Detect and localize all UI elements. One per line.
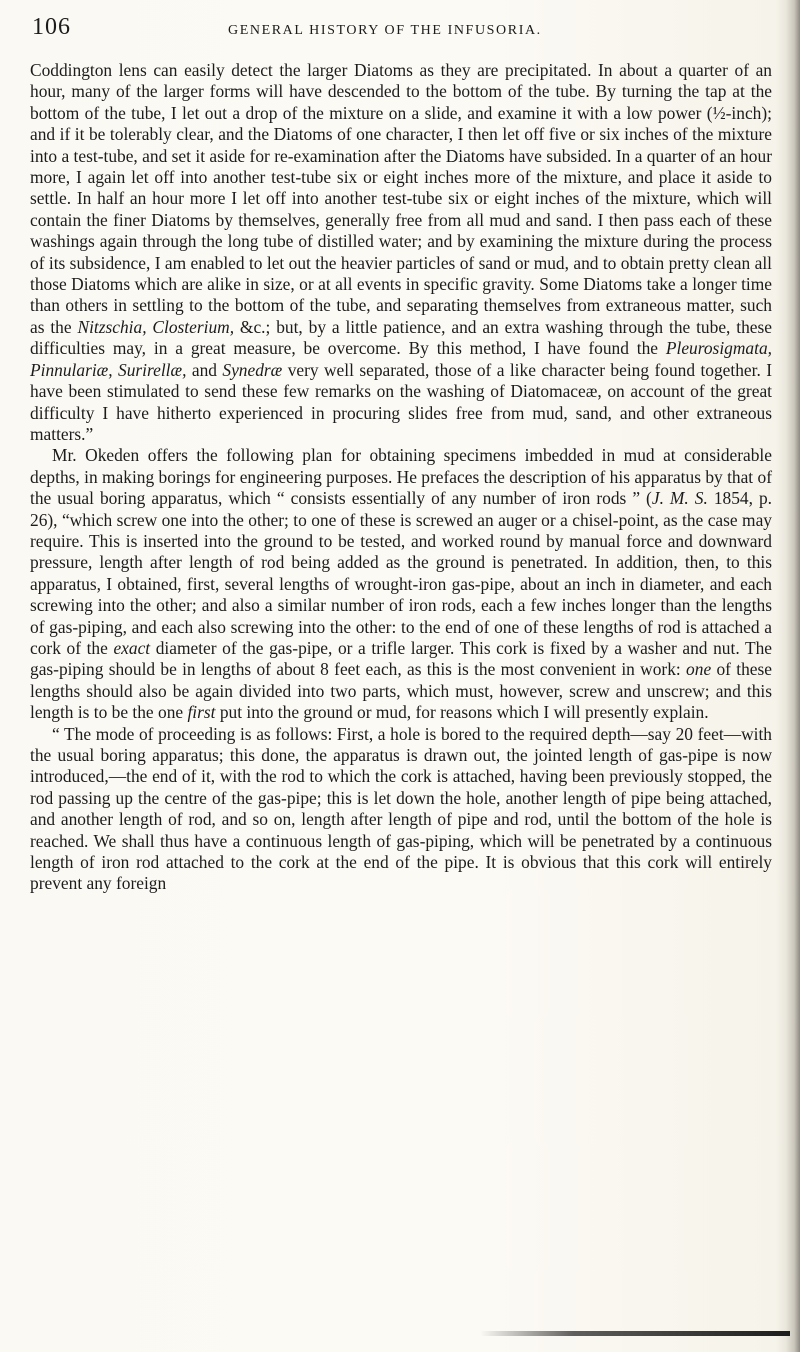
text-run: of these lengths should also be again divided into two parts, which must, however, screw and unscrew; and this length is to be the one bbox=[30, 659, 772, 723]
text-run: put into the ground or mud, for reasons which I will presently explain. bbox=[215, 702, 709, 723]
body-text bbox=[30, 60, 772, 895]
text-run: and bbox=[186, 359, 223, 380]
italic-text: Synedræ bbox=[222, 359, 283, 380]
page-header bbox=[30, 14, 770, 46]
italic-text: Nitzschia, Closterium, bbox=[77, 316, 235, 337]
text-run: “ The mode of proceeding is as follows: First, a hole is bored to the required depth—say 20 feet—with the usual boring apparatus; this done, the apparatus is drawn out, the jointed length of gas-pipe is now introduced,—the end of it, with the rod to which the cork is attached, having been previously stopped, the rod passing up the centre of the gas-pipe; this is let down the hole, another length of pipe being attached, and another length of rod, and so on, length after length of pipe and rod, until the bottom of the hole is reached. We shall thus have a continuous length of gas-piping, which will be penetrated by a continuous length of iron rod attached to the cork at the end of the pipe. It is obvious that this cork will entirely prevent any foreign bbox=[30, 723, 772, 894]
text-run: 1854, p. 26), “which screw one into the other; to one of these is screwed an auger or a chisel-point, as the case may require. This is inserted into the ground to be tested, and worked round by manual force and downward pressure, length after length of rod being added as the ground is penetrated. In addition, then, to this apparatus, I obtained, first, several lengths of wrought-iron gas-pipe, about an inch in diameter, and each screwing into the other; and also a similar number of iron rods, each a few inches longer than the lengths of gas-piping, and each also screwing into the other: to the end of one of these lengths of rod is attached a cork of the bbox=[30, 488, 773, 658]
italic-text: J. M. S. bbox=[651, 488, 708, 509]
paragraph-2 bbox=[30, 445, 772, 723]
italic-text: exact bbox=[113, 637, 151, 658]
italic-text: Pleurosigmata, Pinnulariæ, Surirellæ, bbox=[30, 338, 772, 380]
text-run: Mr. Okeden offers the following plan for obtaining specimens imbedded in mud at considerable depths, in making borings for engineering purposes. He prefaces the description of his apparatus by that of the usual boring apparatus, which “ consists essentially of any number of iron rods ” ( bbox=[30, 445, 772, 509]
text-run: diameter of the gas-pipe, or a trifle larger. This cork is fixed by a washer and nut. The gas-piping should be in lengths of about 8 feet each, as this is the most convenient in work: bbox=[30, 637, 772, 680]
paragraph-3 bbox=[30, 724, 772, 895]
text-run: Coddington lens can easily detect the larger Diatoms as they are precipitated. In about a quarter of an hour, many of the larger forms will have descended to the bottom of the tube. By turning the tap at the bottom of the tube, I let out a drop of the mixture on a slide, and examine it with a low power (½-inch); and if it be tolerably clear, and the Diatoms of one character, I then let off five or six inches of the mixture into a test-tube, and set it aside for re-examination after the Diatoms have subsided. In a quarter of an hour more, I again let off into another test-tube six or eight inches more of the mixture, and place it aside to settle. In half an hour more I let off into another test-tube six or eight inches of the mixture, which will contain the finer Diatoms by themselves, generally free from all mud and sand. I then pass each of these washings again through the long tube of distilled water; and by examining the mixture during the process of its subsidence, I am enabled to let out the heavier particles of sand or mud, and to obtain pretty clean all those Diatoms which are alike in size, or at all events in specific gravity. Some Diatoms take a longer time than others in settling to the bottom of the tube, and separating themselves from extraneous matter, such as the bbox=[30, 60, 772, 337]
paragraph-1 bbox=[30, 60, 772, 445]
page-edge-shadow bbox=[786, 0, 800, 1352]
italic-text: first bbox=[187, 702, 216, 723]
bottom-edge-shadow bbox=[480, 1331, 790, 1336]
text-run: very well separated, those of a like character being found together. I have been stimulated to send these few remarks on the washing of Diatomaceæ, on account of the great difficulty I have hitherto experienced in procuring slides free from mud, sand, and other extraneous matters.” bbox=[30, 359, 773, 444]
page-number: 106 bbox=[32, 14, 71, 40]
running-head: GENERAL HISTORY OF THE INFUSORIA. bbox=[228, 23, 542, 38]
text-run: &c.; but, by a little patience, and an extra washing through the tube, these difficulties may, in a great measure, be overcome. By this method, I have found the bbox=[30, 316, 772, 359]
italic-text: one bbox=[686, 659, 712, 680]
